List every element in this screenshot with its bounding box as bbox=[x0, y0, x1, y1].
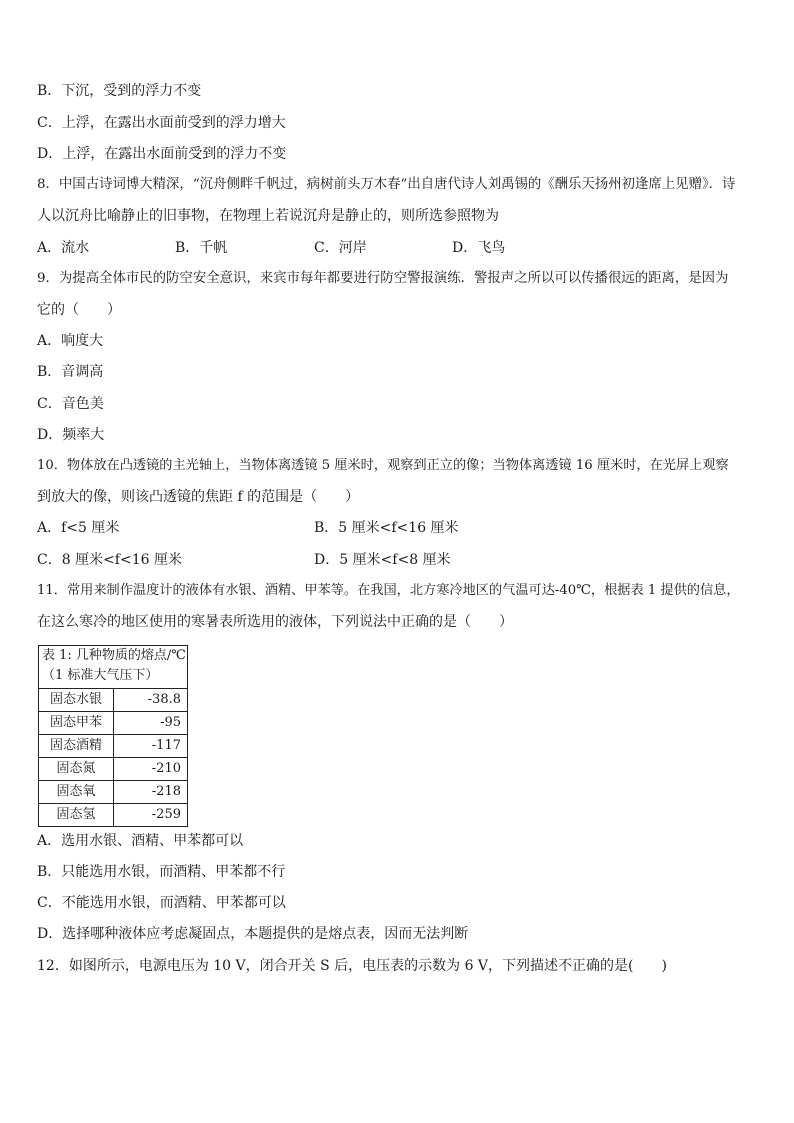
table-cell-name: 固态氮 bbox=[39, 758, 114, 780]
table-cell-value: -210 bbox=[151, 761, 181, 776]
table-cell-value: -95 bbox=[160, 715, 181, 730]
table-cell-name: 固态氢 bbox=[39, 804, 114, 826]
table-cell-value: -38.8 bbox=[147, 692, 181, 707]
table-caption-subtitle: （1 标准大气压下） bbox=[42, 668, 159, 683]
q9-stem-line1: 9．为提高全体市民的防空安全意识，来宾市每年都要进行防空警报演练．警报声之所以可以传播很远的距离，是因为 bbox=[37, 271, 729, 286]
table-cell-value: -259 bbox=[151, 807, 181, 822]
q10-option-d: D．5 厘米<f<8 厘米 bbox=[314, 552, 451, 568]
q10-option-c: C．8 厘米<f<16 厘米 bbox=[37, 552, 182, 568]
table-cell-name: 固态甲苯 bbox=[39, 712, 114, 734]
q7-option-b: B．下沉，受到的浮力不变 bbox=[37, 83, 202, 99]
q9-option-c: C．音色美 bbox=[37, 396, 104, 412]
table-row bbox=[39, 803, 187, 827]
table-row bbox=[39, 711, 187, 734]
q11-stem-line1: 11．常用来制作温度计的液体有水银、酒精、甲苯等。在我国，北方寒冷地区的气温可达-40℃，根据表 1 提供的信息， bbox=[37, 583, 740, 598]
q11-option-d: D．选择哪种液体应考虑凝固点，本题提供的是熔点表，因而无法判断 bbox=[37, 926, 469, 942]
table-cell-value: -218 bbox=[151, 784, 181, 799]
q11-stem-line2: 在这么寒冷的地区使用的寒暑表所选用的液体，下列说法中正确的是（ ） bbox=[37, 614, 513, 630]
q10-option-b: B．5 厘米<f<16 厘米 bbox=[314, 520, 459, 536]
q12-stem: 12．如图所示，电源电压为 10 V，闭合开关 S 后，电压表的示数为 6 V，下列描述不正确的是( ) bbox=[37, 958, 667, 974]
table-row bbox=[39, 688, 187, 711]
q9-stem-line2: 它的（ ） bbox=[37, 302, 121, 318]
q9-option-d: D．频率大 bbox=[37, 427, 105, 443]
table-row bbox=[39, 734, 187, 757]
table-cell-name: 固态酒精 bbox=[39, 735, 114, 757]
q9-option-a: A．响度大 bbox=[37, 333, 104, 349]
q11-option-b: B．只能选用水银，而酒精、甲苯都不行 bbox=[37, 864, 286, 880]
table-row bbox=[39, 780, 187, 803]
q8-option-b: B．千帆 bbox=[175, 240, 228, 256]
q10-stem-line1: 10．物体放在凸透镜的主光轴上，当物体离透镜 5 厘米时，观察到正立的像；当物体离透镜 16 厘米时，在光屏上观察 bbox=[37, 458, 729, 473]
q8-option-a: A．流水 bbox=[37, 240, 90, 256]
q7-option-c: C．上浮，在露出水面前受到的浮力增大 bbox=[37, 115, 286, 131]
q8-option-d: D．飞鸟 bbox=[452, 240, 506, 256]
q11-option-c: C．不能选用水银，而酒精、甲苯都可以 bbox=[37, 895, 286, 911]
q11-option-a: A．选用水银、酒精、甲苯都可以 bbox=[37, 833, 244, 849]
table-row bbox=[39, 757, 187, 780]
q8-stem-line2: 人以沉舟比喻静止的旧事物，在物理上若说沉舟是静止的，则所选参照物为 bbox=[37, 208, 499, 224]
table-caption bbox=[39, 646, 187, 688]
q7-option-d: D．上浮，在露出水面前受到的浮力不变 bbox=[37, 146, 287, 162]
melting-point-table bbox=[38, 645, 188, 827]
table-cell-value: -117 bbox=[151, 738, 181, 753]
table-caption-title: 表 1: 几种物质的熔点/℃ bbox=[42, 648, 186, 663]
q9-option-b: B．音调高 bbox=[37, 364, 104, 380]
q8-stem-line1: 8．中国古诗词博大精深，“沉舟侧畔千帆过，病树前头万木春”出自唐代诗人刘禹锡的《酬乐天扬州初逢席上见赠》．诗 bbox=[37, 177, 736, 192]
q10-option-a: A．f<5 厘米 bbox=[37, 520, 120, 536]
q8-option-c: C．河岸 bbox=[314, 240, 367, 256]
q10-stem-line2: 到放大的像，则该凸透镜的焦距 f 的范围是（ ） bbox=[37, 489, 360, 505]
table-cell-name: 固态水银 bbox=[39, 689, 114, 711]
table-cell-name: 固态氧 bbox=[39, 781, 114, 803]
